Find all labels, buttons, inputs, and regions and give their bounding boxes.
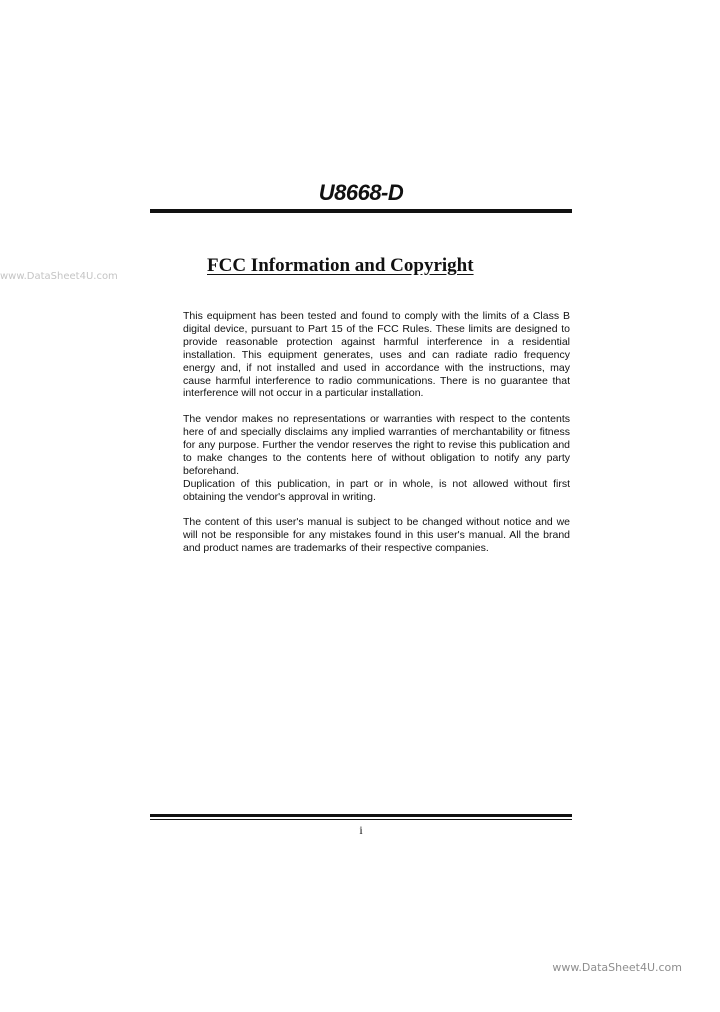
body-text [183,310,570,555]
paragraph-content-notice: The content of this user's manual is subject to be changed without notice and we will not be responsible for any mistakes found in this user's manual. All the brand and product names are trademarks of their respective companies. [183,516,570,555]
header-rule [150,209,572,213]
model-title: U8668-D [318,180,404,205]
section-heading: FCC Information and Copyright [207,255,474,276]
page-number: i [359,823,363,837]
paragraph-fcc-compliance: This equipment has been tested and found to comply with the limits of a Class B digital device, pursuant to Part 15 of the FCC Rules. These limits are designed to provide reasonable protection against harmful interference in a residential installation. This equipment generates, uses and can radiate radio frequency energy and, if not installed and used in accordance with the instructions, may cause harmful interference to radio communications. There is no guarantee that interference will not occur in a particular installation. [183,310,570,400]
footer-rule-thick [150,814,572,817]
paragraph-warranty-disclaimer: The vendor makes no representations or warranties with respect to the contents here of and specially disclaims any implied warranties of merchantability or fitness for any purpose. Further the vendor reserves the right to revise this publication and to make changes to the contents here of without obligation to notify any party beforehand. [183,413,570,477]
footer-rule-thin [150,819,572,820]
watermark-left: www.DataSheet4U.com [0,271,118,282]
paragraph-duplication: Duplication of this publication, in part or in whole, is not allowed without first obtaining the vendor's approval in writing. [183,477,570,503]
watermark-bottom: www.DataSheet4U.com [552,961,682,974]
